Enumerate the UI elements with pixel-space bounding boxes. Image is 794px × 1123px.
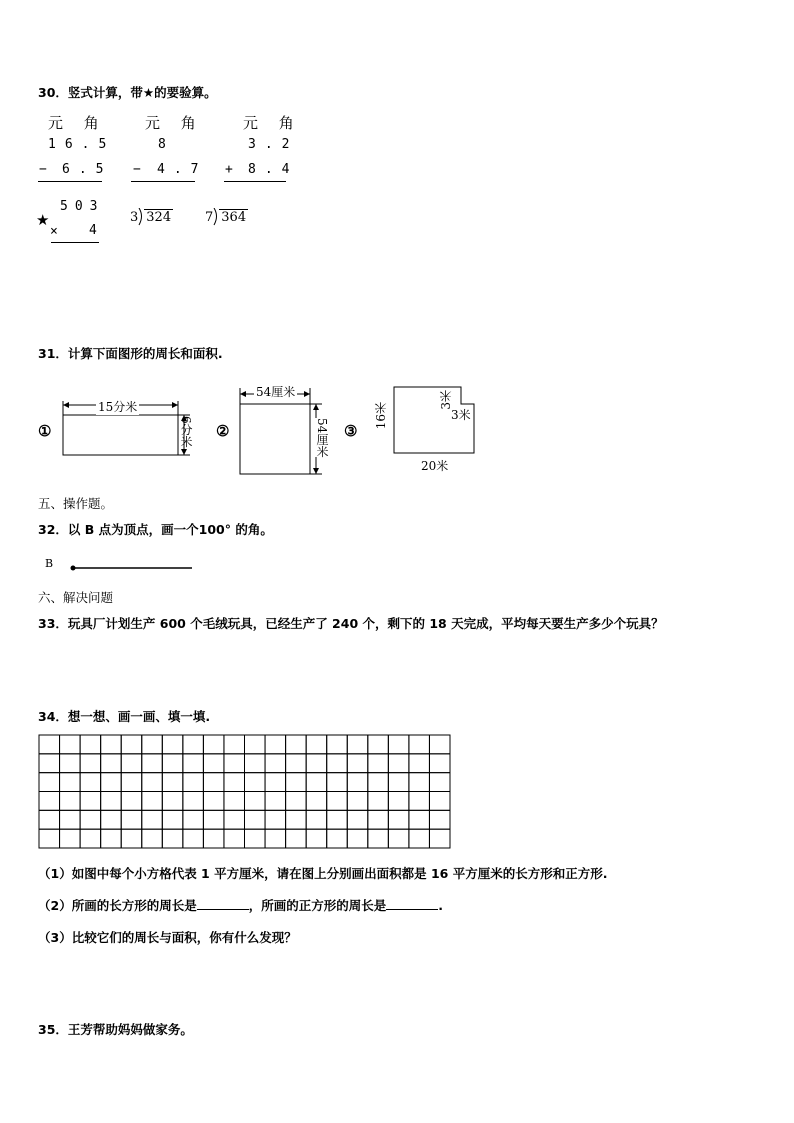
calc1-header: 元 角 xyxy=(48,114,107,132)
grid-cell[interactable] xyxy=(409,773,430,792)
grid-cell[interactable] xyxy=(80,735,101,754)
square-grid[interactable] xyxy=(38,734,452,850)
grid-cell[interactable] xyxy=(429,773,450,792)
calc3-op: + xyxy=(225,162,236,177)
grid-cell[interactable] xyxy=(224,792,245,811)
grid-cell[interactable] xyxy=(203,810,224,829)
grid-cell[interactable] xyxy=(327,792,348,811)
grid-cell[interactable] xyxy=(203,735,224,754)
star-icon: ★ xyxy=(36,211,50,229)
fig3-number: ③ xyxy=(344,422,358,440)
fig3-left-label: 16米 xyxy=(374,402,388,430)
grid-cell[interactable] xyxy=(245,754,266,773)
grid-cell[interactable] xyxy=(60,792,81,811)
grid-cell[interactable] xyxy=(429,735,450,754)
grid-cell[interactable] xyxy=(306,773,327,792)
grid-cell[interactable] xyxy=(101,829,122,848)
grid-cell[interactable] xyxy=(162,810,183,829)
grid-cell[interactable] xyxy=(265,754,286,773)
fig3-notch-v-label: 3米 xyxy=(439,390,453,410)
grid-cell[interactable] xyxy=(101,735,122,754)
grid-cell[interactable] xyxy=(265,792,286,811)
calc3-top: 3.2 xyxy=(248,137,299,152)
calc2-line xyxy=(131,181,195,182)
grid-cell[interactable] xyxy=(80,829,101,848)
division-1-divisor: 3 xyxy=(130,210,139,225)
grid-cell[interactable] xyxy=(60,773,81,792)
grid-cell[interactable] xyxy=(306,810,327,829)
mult-line xyxy=(51,242,99,243)
grid-cell[interactable] xyxy=(162,735,183,754)
q30-title: 30．竖式计算，带★的要验算。 xyxy=(38,85,217,100)
point-b-label: B xyxy=(45,557,54,570)
grid-cell[interactable] xyxy=(245,773,266,792)
grid-cell[interactable] xyxy=(429,754,450,773)
grid-cell[interactable] xyxy=(101,810,122,829)
grid-cell[interactable] xyxy=(286,829,307,848)
grid-cell[interactable] xyxy=(183,829,204,848)
grid-cell[interactable] xyxy=(80,792,101,811)
grid-cell[interactable] xyxy=(388,810,409,829)
calc3-bottom: 8.4 xyxy=(248,162,299,177)
grid-cell[interactable] xyxy=(80,773,101,792)
grid-cell[interactable] xyxy=(306,735,327,754)
fig3-bottom-label: 20米 xyxy=(421,459,449,473)
grid-cell[interactable] xyxy=(327,773,348,792)
grid-cell[interactable] xyxy=(388,773,409,792)
grid-cell[interactable] xyxy=(39,735,60,754)
fig1-width-label: 15分米 xyxy=(98,400,138,414)
grid-cell[interactable] xyxy=(183,754,204,773)
grid-cell[interactable] xyxy=(224,735,245,754)
grid-cell[interactable] xyxy=(306,792,327,811)
grid-cell[interactable] xyxy=(101,773,122,792)
rect-perimeter-blank[interactable] xyxy=(197,897,249,910)
division-2-divisor: 7 xyxy=(205,210,214,225)
grid-cell[interactable] xyxy=(224,754,245,773)
grid-cell[interactable] xyxy=(80,810,101,829)
grid-cell[interactable] xyxy=(265,810,286,829)
fig2-height-label: 54厘米 xyxy=(315,418,329,458)
grid-cell[interactable] xyxy=(121,792,142,811)
grid-cell[interactable] xyxy=(347,829,368,848)
grid-cell[interactable] xyxy=(286,754,307,773)
q35-title: 35．王芳帮助妈妈做家务。 xyxy=(38,1022,193,1037)
calc2-op: − xyxy=(133,162,144,177)
fig2-width-label: 54厘米 xyxy=(256,385,296,399)
grid-cell[interactable] xyxy=(121,829,142,848)
grid-cell[interactable] xyxy=(245,829,266,848)
section5-heading: 五、操作题。 xyxy=(38,496,114,511)
calc3-line xyxy=(224,181,286,182)
mult-op: × xyxy=(50,224,61,239)
grid-cell[interactable] xyxy=(203,792,224,811)
grid-cell[interactable] xyxy=(183,792,204,811)
grid-cell[interactable] xyxy=(286,773,307,792)
q34-sub1: （1）如图中每个小方格代表 1 平方厘米，请在图上分别画出面积都是 16 平方厘米的长方形和正方形. xyxy=(38,866,608,881)
grid-cell[interactable] xyxy=(39,773,60,792)
division-1-dividend: 324 xyxy=(146,210,172,225)
grid-cell[interactable] xyxy=(388,792,409,811)
grid-cell[interactable] xyxy=(203,829,224,848)
grid-cell[interactable] xyxy=(39,754,60,773)
grid-cell[interactable] xyxy=(347,754,368,773)
grid-cell[interactable] xyxy=(306,754,327,773)
grid-cell[interactable] xyxy=(286,792,307,811)
division-2 xyxy=(205,208,248,226)
grid-cell[interactable] xyxy=(388,754,409,773)
calc2-top: 8 xyxy=(158,137,169,152)
grid-cell[interactable] xyxy=(286,810,307,829)
grid-cell[interactable] xyxy=(327,735,348,754)
grid-cell[interactable] xyxy=(39,829,60,848)
calc1-op: − xyxy=(39,162,50,177)
grid-cell[interactable] xyxy=(224,829,245,848)
grid-cell[interactable] xyxy=(245,792,266,811)
grid-cell[interactable] xyxy=(101,754,122,773)
q33-title: 33．玩具厂计划生产 600 个毛绒玩具，已经生产了 240 个，剩下的 18 天完成，平均每天要生产多少个玩具？ xyxy=(38,616,664,631)
calc3-header: 元 角 xyxy=(243,114,302,132)
grid-cell[interactable] xyxy=(39,792,60,811)
grid-cell[interactable] xyxy=(162,773,183,792)
grid-cell[interactable] xyxy=(409,735,430,754)
grid-cell[interactable] xyxy=(80,754,101,773)
grid-cell[interactable] xyxy=(347,773,368,792)
grid-cell[interactable] xyxy=(368,810,389,829)
grid-cell[interactable] xyxy=(368,754,389,773)
calc2-bottom: 4.7 xyxy=(157,162,208,177)
grid-cell[interactable] xyxy=(429,792,450,811)
grid-cell[interactable] xyxy=(60,754,81,773)
grid-cell[interactable] xyxy=(409,829,430,848)
mult-bottom: 4 xyxy=(89,223,100,238)
division-2-dividend: 364 xyxy=(221,210,247,225)
grid-cell[interactable] xyxy=(121,735,142,754)
grid-cell[interactable] xyxy=(142,792,163,811)
grid-cell[interactable] xyxy=(183,810,204,829)
grid-cell[interactable] xyxy=(142,829,163,848)
section6-heading: 六、解决问题 xyxy=(38,590,114,605)
grid-cell[interactable] xyxy=(101,792,122,811)
grid-cell[interactable] xyxy=(368,735,389,754)
q34-sub2-square-text: ，所画的正方形的周长是 xyxy=(248,898,387,913)
q34-sub3: （3）比较它们的周长与面积，你有什么发现？ xyxy=(38,930,297,945)
grid-cell[interactable] xyxy=(142,810,163,829)
grid-cell[interactable] xyxy=(162,754,183,773)
grid-cell[interactable] xyxy=(388,829,409,848)
grid-cell[interactable] xyxy=(60,810,81,829)
grid-cell[interactable] xyxy=(368,829,389,848)
grid-cell[interactable] xyxy=(286,735,307,754)
grid-cell[interactable] xyxy=(142,754,163,773)
grid-cell[interactable] xyxy=(162,792,183,811)
grid-cell[interactable] xyxy=(409,754,430,773)
grid-cell[interactable] xyxy=(368,792,389,811)
grid-cell[interactable] xyxy=(142,735,163,754)
q32-title: 32．以 B 点为顶点，画一个100° 的角。 xyxy=(38,522,273,537)
grid-cell[interactable] xyxy=(60,735,81,754)
grid-cell[interactable] xyxy=(388,735,409,754)
fig2-number: ② xyxy=(216,422,230,440)
q31-title: 31．计算下面图形的周长和面积. xyxy=(38,346,223,361)
grid-cell[interactable] xyxy=(265,773,286,792)
fig1-height-label: 6分米 xyxy=(179,416,193,448)
fig1-number: ① xyxy=(38,422,52,440)
calc1-bottom: 6.5 xyxy=(62,162,113,177)
calc1-top: 16.5 xyxy=(48,137,116,152)
grid-cell[interactable] xyxy=(142,773,163,792)
grid-cell[interactable] xyxy=(347,792,368,811)
grid-cell[interactable] xyxy=(162,829,183,848)
grid-cell[interactable] xyxy=(347,735,368,754)
fig3-notch-h-label: 3米 xyxy=(451,408,471,422)
grid-cell[interactable] xyxy=(183,735,204,754)
grid-cell[interactable] xyxy=(121,754,142,773)
grid-cell[interactable] xyxy=(347,810,368,829)
q34-sub2-rect-text: （2）所画的长方形的周长是 xyxy=(38,898,197,913)
grid-cell[interactable] xyxy=(60,829,81,848)
calc2-header: 元 角 xyxy=(145,114,204,132)
grid-cell[interactable] xyxy=(245,810,266,829)
grid-cell[interactable] xyxy=(327,829,348,848)
grid-cell[interactable] xyxy=(203,754,224,773)
grid-cell[interactable] xyxy=(183,773,204,792)
grid-cell[interactable] xyxy=(327,754,348,773)
grid-cell[interactable] xyxy=(245,735,266,754)
calc1-line xyxy=(38,181,102,182)
grid-cell[interactable] xyxy=(327,810,348,829)
mult-top: 503 xyxy=(60,199,105,214)
grid-cell[interactable] xyxy=(265,735,286,754)
grid-cell[interactable] xyxy=(306,829,327,848)
grid-cell[interactable] xyxy=(265,829,286,848)
grid-cell[interactable] xyxy=(224,810,245,829)
grid-cell[interactable] xyxy=(224,773,245,792)
grid-cell[interactable] xyxy=(39,810,60,829)
grid-cell[interactable] xyxy=(121,810,142,829)
q34-title: 34．想一想、画一画、填一填. xyxy=(38,709,211,724)
grid-cell[interactable] xyxy=(409,792,430,811)
q34-sub2 xyxy=(38,896,443,914)
angle-ray xyxy=(68,563,196,573)
grid-cell[interactable] xyxy=(121,773,142,792)
division-1 xyxy=(130,208,173,226)
q34-sub2-end: . xyxy=(438,898,443,913)
grid-cell[interactable] xyxy=(429,829,450,848)
grid-cell[interactable] xyxy=(409,810,430,829)
grid-cell[interactable] xyxy=(368,773,389,792)
grid-cell[interactable] xyxy=(429,810,450,829)
square-perimeter-blank[interactable] xyxy=(386,897,438,910)
grid-cell[interactable] xyxy=(203,773,224,792)
